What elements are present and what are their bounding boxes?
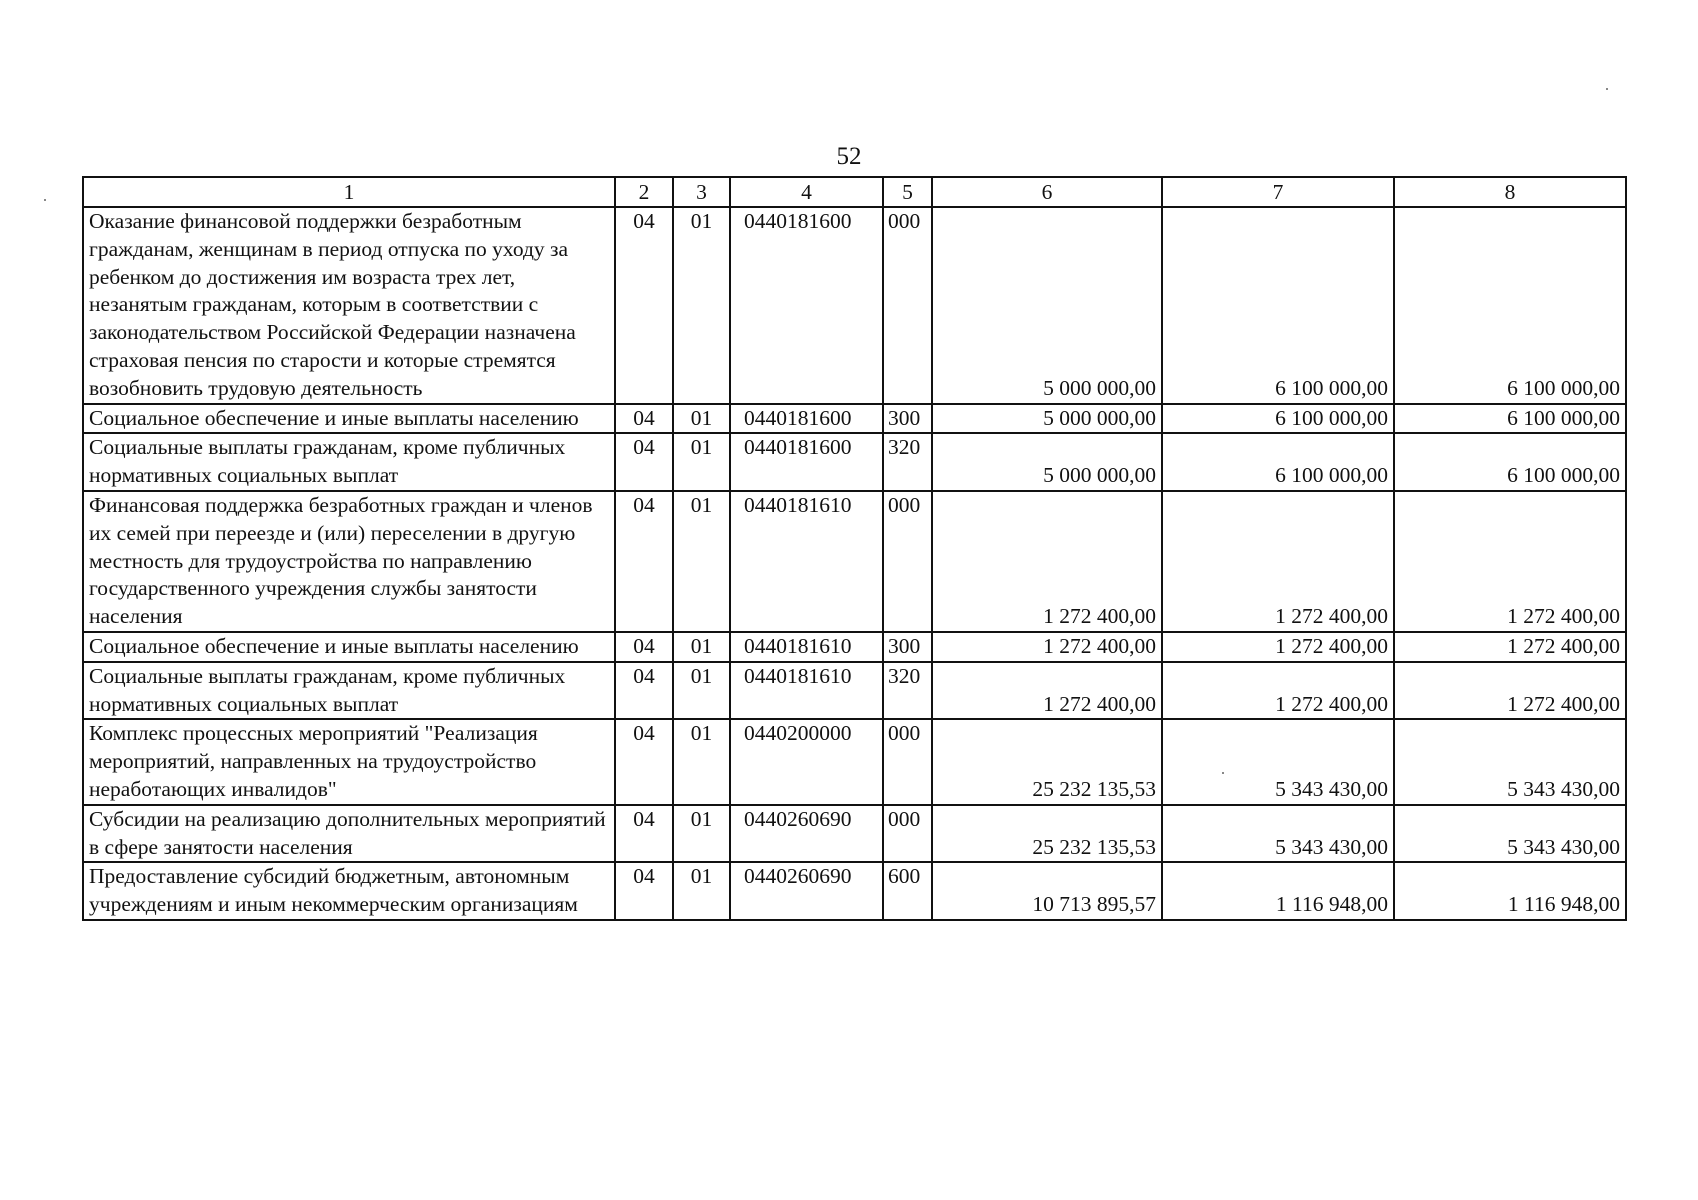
amount-column-6-cell: 5 000 000,00 <box>932 404 1162 434</box>
column-number: 4 <box>730 177 883 207</box>
column-number: 5 <box>883 177 932 207</box>
table-row <box>83 207 1626 404</box>
amount-column-7-cell: 6 100 000,00 <box>1162 433 1394 491</box>
subsection-code-cell: 01 <box>673 433 730 491</box>
expense-type-cell: 000 <box>883 805 932 863</box>
section-code-cell: 04 <box>615 862 673 920</box>
amount-column-8-cell: 5 343 430,00 <box>1394 805 1626 863</box>
amount-column-6-cell: 5 000 000,00 <box>932 433 1162 491</box>
table-row <box>83 632 1626 662</box>
scan-speck <box>1222 772 1224 774</box>
section-code-cell: 04 <box>615 207 673 404</box>
column-number: 6 <box>932 177 1162 207</box>
row-name-cell: Социальные выплаты гражданам, кроме публичных нормативных социальных выплат <box>83 662 615 720</box>
target-article-cell: 0440260690 <box>730 862 883 920</box>
table-row <box>83 805 1626 863</box>
expense-type-cell: 320 <box>883 433 932 491</box>
amount-column-8-cell: 1 272 400,00 <box>1394 662 1626 720</box>
subsection-code-cell: 01 <box>673 862 730 920</box>
target-article-cell: 0440200000 <box>730 719 883 804</box>
section-code-cell: 04 <box>615 662 673 720</box>
subsection-code-cell: 01 <box>673 662 730 720</box>
table-row <box>83 662 1626 720</box>
expense-type-cell: 000 <box>883 719 932 804</box>
target-article-cell: 0440181610 <box>730 662 883 720</box>
subsection-code-cell: 01 <box>673 632 730 662</box>
subsection-code-cell: 01 <box>673 207 730 404</box>
column-number: 3 <box>673 177 730 207</box>
amount-column-6-cell: 5 000 000,00 <box>932 207 1162 404</box>
target-article-cell: 0440181610 <box>730 632 883 662</box>
amount-column-6-cell: 25 232 135,53 <box>932 805 1162 863</box>
amount-column-7-cell: 1 272 400,00 <box>1162 662 1394 720</box>
column-number-header-row <box>83 177 1626 207</box>
expense-type-cell: 320 <box>883 662 932 720</box>
expense-type-cell: 000 <box>883 207 932 404</box>
row-name-cell: Субсидии на реализацию дополнительных мероприятий в сфере занятости населения <box>83 805 615 863</box>
amount-column-6-cell: 25 232 135,53 <box>932 719 1162 804</box>
amount-column-6-cell: 1 272 400,00 <box>932 491 1162 632</box>
amount-column-7-cell: 1 272 400,00 <box>1162 491 1394 632</box>
amount-column-6-cell: 1 272 400,00 <box>932 632 1162 662</box>
target-article-cell: 0440181600 <box>730 207 883 404</box>
target-article-cell: 0440181610 <box>730 491 883 632</box>
expense-type-cell: 000 <box>883 491 932 632</box>
section-code-cell: 04 <box>615 632 673 662</box>
amount-column-7-cell: 5 343 430,00 <box>1162 805 1394 863</box>
scan-speck <box>44 199 46 201</box>
table-row <box>83 862 1626 920</box>
target-article-cell: 0440260690 <box>730 805 883 863</box>
expense-type-cell: 300 <box>883 404 932 434</box>
subsection-code-cell: 01 <box>673 719 730 804</box>
row-name-cell: Предоставление субсидий бюджетным, автономным учреждениям и иным некоммерческим организациям <box>83 862 615 920</box>
section-code-cell: 04 <box>615 719 673 804</box>
table-row <box>83 404 1626 434</box>
table-row <box>83 491 1626 632</box>
table-row <box>83 433 1626 491</box>
row-name-cell: Социальное обеспечение и иные выплаты населению <box>83 404 615 434</box>
amount-column-6-cell: 10 713 895,57 <box>932 862 1162 920</box>
amount-column-8-cell: 1 272 400,00 <box>1394 491 1626 632</box>
row-name-cell: Финансовая поддержка безработных граждан и членов их семей при переезде и (или) переселении в другую местность для трудоустройства по направлению государственного учреждения службы занятости населения <box>83 491 615 632</box>
column-number: 8 <box>1394 177 1626 207</box>
expense-type-cell: 600 <box>883 862 932 920</box>
amount-column-7-cell: 6 100 000,00 <box>1162 404 1394 434</box>
target-article-cell: 0440181600 <box>730 433 883 491</box>
amount-column-8-cell: 6 100 000,00 <box>1394 404 1626 434</box>
table-row <box>83 719 1626 804</box>
amount-column-7-cell: 1 116 948,00 <box>1162 862 1394 920</box>
column-number: 2 <box>615 177 673 207</box>
amount-column-7-cell: 1 272 400,00 <box>1162 632 1394 662</box>
section-code-cell: 04 <box>615 404 673 434</box>
amount-column-7-cell: 6 100 000,00 <box>1162 207 1394 404</box>
section-code-cell: 04 <box>615 433 673 491</box>
amount-column-6-cell: 1 272 400,00 <box>932 662 1162 720</box>
row-name-cell: Комплекс процессных мероприятий "Реализация мероприятий, направленных на трудоустройство неработающих инвалидов" <box>83 719 615 804</box>
subsection-code-cell: 01 <box>673 491 730 632</box>
budget-table <box>82 176 1627 921</box>
section-code-cell: 04 <box>615 491 673 632</box>
row-name-cell: Оказание финансовой поддержки безработным гражданам, женщинам в период отпуска по уходу за ребенком до достижения им возраста трех лет, незанятым гражданам, которым в соответствии с законодательством Российской Федерации назначена страховая пенсия по старости и которые стремятся возобновить трудовую деятельность <box>83 207 615 404</box>
amount-column-8-cell: 6 100 000,00 <box>1394 433 1626 491</box>
row-name-cell: Социальное обеспечение и иные выплаты населению <box>83 632 615 662</box>
section-code-cell: 04 <box>615 805 673 863</box>
amount-column-8-cell: 5 343 430,00 <box>1394 719 1626 804</box>
subsection-code-cell: 01 <box>673 805 730 863</box>
subsection-code-cell: 01 <box>673 404 730 434</box>
page-number: 52 <box>836 143 862 170</box>
column-number: 7 <box>1162 177 1394 207</box>
target-article-cell: 0440181600 <box>730 404 883 434</box>
amount-column-8-cell: 1 272 400,00 <box>1394 632 1626 662</box>
amount-column-8-cell: 1 116 948,00 <box>1394 862 1626 920</box>
scan-speck <box>1606 88 1608 90</box>
column-number: 1 <box>83 177 615 207</box>
amount-column-7-cell: 5 343 430,00 <box>1162 719 1394 804</box>
expense-type-cell: 300 <box>883 632 932 662</box>
amount-column-8-cell: 6 100 000,00 <box>1394 207 1626 404</box>
row-name-cell: Социальные выплаты гражданам, кроме публичных нормативных социальных выплат <box>83 433 615 491</box>
